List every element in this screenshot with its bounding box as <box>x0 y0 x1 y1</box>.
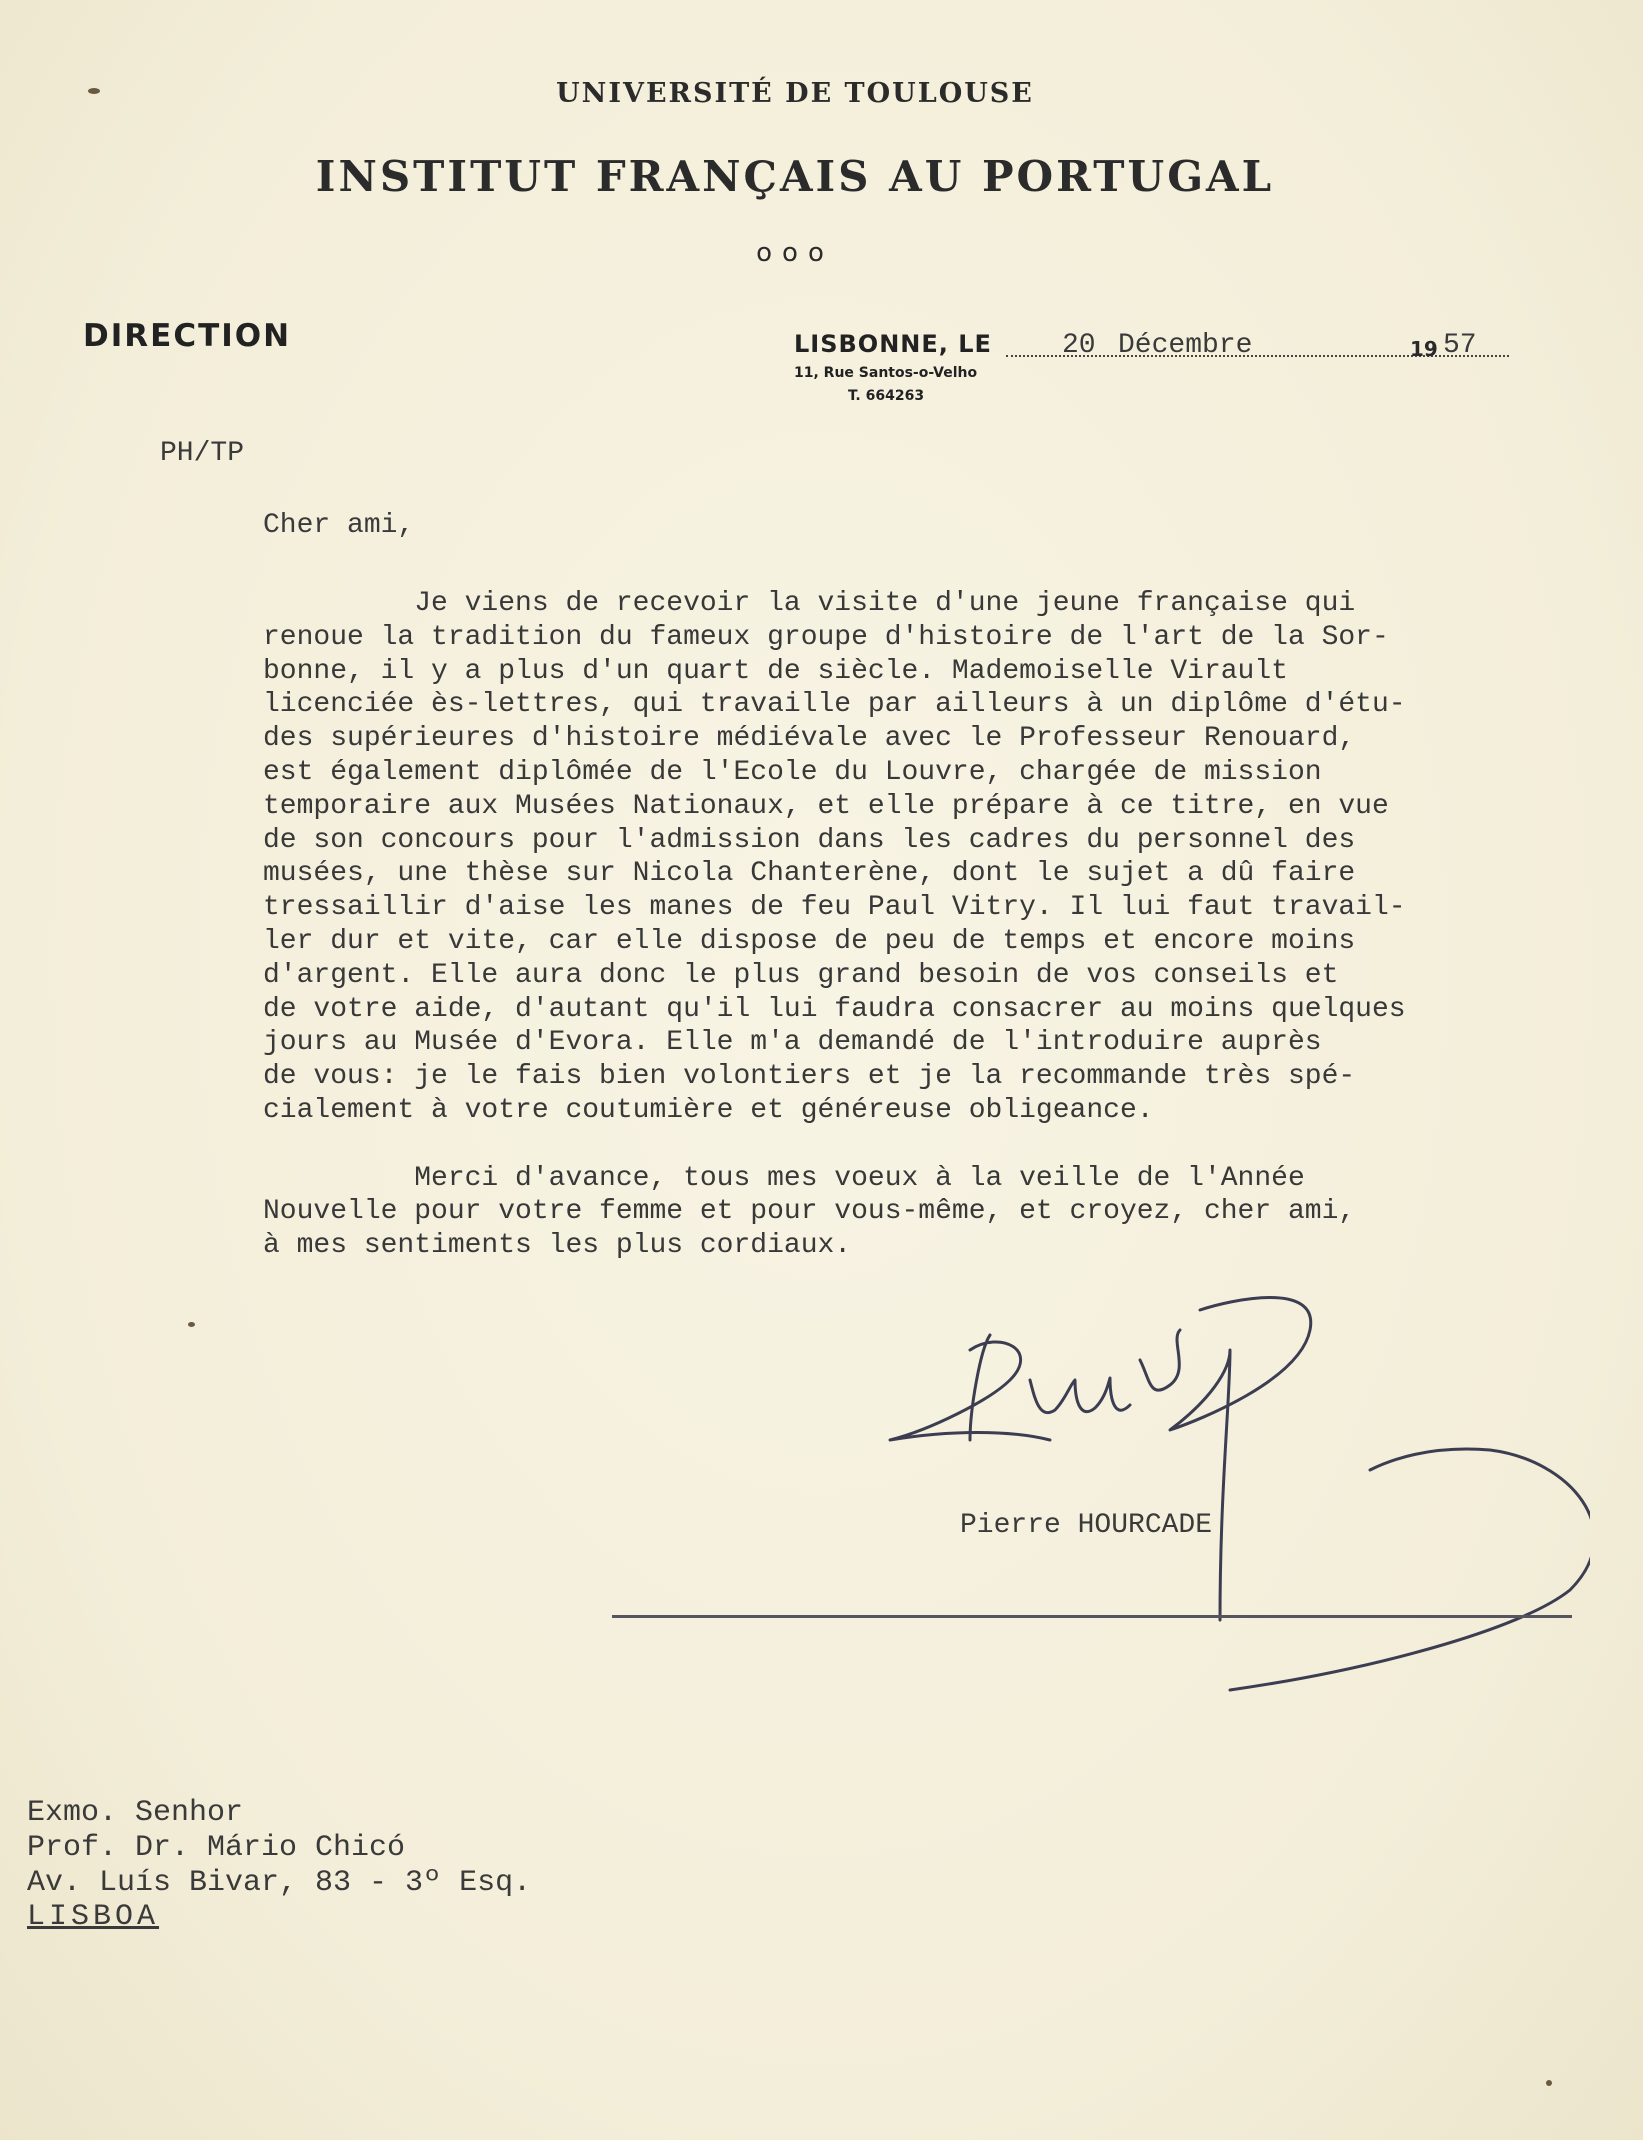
body-line: Nouvelle pour votre femme et pour vous-même, et croyez, cher ami, <box>263 1196 1356 1228</box>
body-line: ler dur et vite, car elle dispose de peu de temps et encore moins <box>263 926 1356 957</box>
date-month: Décembre <box>1118 330 1253 361</box>
department-label: DIRECTION <box>83 318 292 354</box>
body-line: Je viens de recevoir la visite d'une jeune française qui <box>263 588 1356 619</box>
institute-phone: T. 664263 <box>848 388 925 404</box>
body-line: Merci d'avance, tous mes voeux à la veille de l'Année <box>263 1162 1305 1194</box>
paper-speck <box>1546 2080 1552 2086</box>
institute-address: 11, Rue Santos-o-Velho <box>794 365 978 381</box>
body-line: musées, une thèse sur Nicola Chanterène, dont le sujet a dû faire <box>263 858 1356 890</box>
body-line: cialement à votre coutumière et généreuse obligeance. <box>263 1095 1154 1126</box>
recipient-line-3: Av. Luís Bivar, 83 - 3º Esq. <box>27 1866 532 1900</box>
body-line: est également diplômée de l'Ecole du Louvre, chargée de mission <box>263 757 1322 788</box>
signatory-name: Pierre HOURCADE <box>960 1510 1213 1541</box>
body-line: de son concours pour l'admission dans les cadres du personnel des <box>263 824 1356 856</box>
paper-speck <box>88 88 100 94</box>
body-line: jours au Musée d'Evora. Elle m'a demandé de l'introduire auprès <box>263 1027 1322 1059</box>
university-heading: UNIVERSITÉ DE TOULOUSE <box>556 78 1034 109</box>
recipient-city: LISBOA <box>27 1900 160 1934</box>
salutation: Cher ami, <box>263 510 415 541</box>
body-line: renoue la tradition du fameux groupe d'histoire de l'art de la Sor- <box>263 621 1389 653</box>
institute-heading: INSTITUT FRANÇAIS AU PORTUGAL <box>315 152 1275 201</box>
signature-rule <box>612 1615 1572 1618</box>
date-city-prefix: LISBONNE, LE <box>794 330 992 358</box>
handwritten-signature <box>870 1290 1590 1710</box>
body-line: temporaire aux Musées Nationaux, et elle prépare à ce titre, en vue <box>263 790 1389 822</box>
recipient-line-1: Exmo. Senhor <box>27 1796 244 1830</box>
body-line: des supérieures d'histoire médiévale avec le Professeur Renouard, <box>263 723 1356 755</box>
body-line: licenciée ès-lettres, qui travaille par ailleurs à un diplôme d'étu- <box>263 689 1406 721</box>
reference-code: PH/TP <box>160 438 245 469</box>
body-line: à mes sentiments les plus cordiaux. <box>263 1230 852 1262</box>
body-line: de votre aide, d'autant qu'il lui faudra consacrer au moins quelques <box>263 993 1406 1025</box>
date-year: 57 <box>1443 330 1477 361</box>
body-line: tressaillir d'aise les manes de feu Paul Vitry. Il lui faut travail- <box>263 892 1406 924</box>
date-year-prefix: 19 <box>1410 337 1438 361</box>
body-line: de vous: je le fais bien volontiers et je la recommande très spé- <box>263 1061 1356 1093</box>
header-ornament: ooo <box>756 238 834 268</box>
recipient-line-2: Prof. Dr. Mário Chicó <box>27 1831 406 1865</box>
body-line: d'argent. Elle aura donc le plus grand besoin de vos conseils et <box>263 959 1339 991</box>
date-day: 20 <box>1062 330 1096 361</box>
paper-speck <box>188 1322 195 1327</box>
body-line: bonne, il y a plus d'un quart de siècle. Mademoiselle Virault <box>263 655 1288 687</box>
